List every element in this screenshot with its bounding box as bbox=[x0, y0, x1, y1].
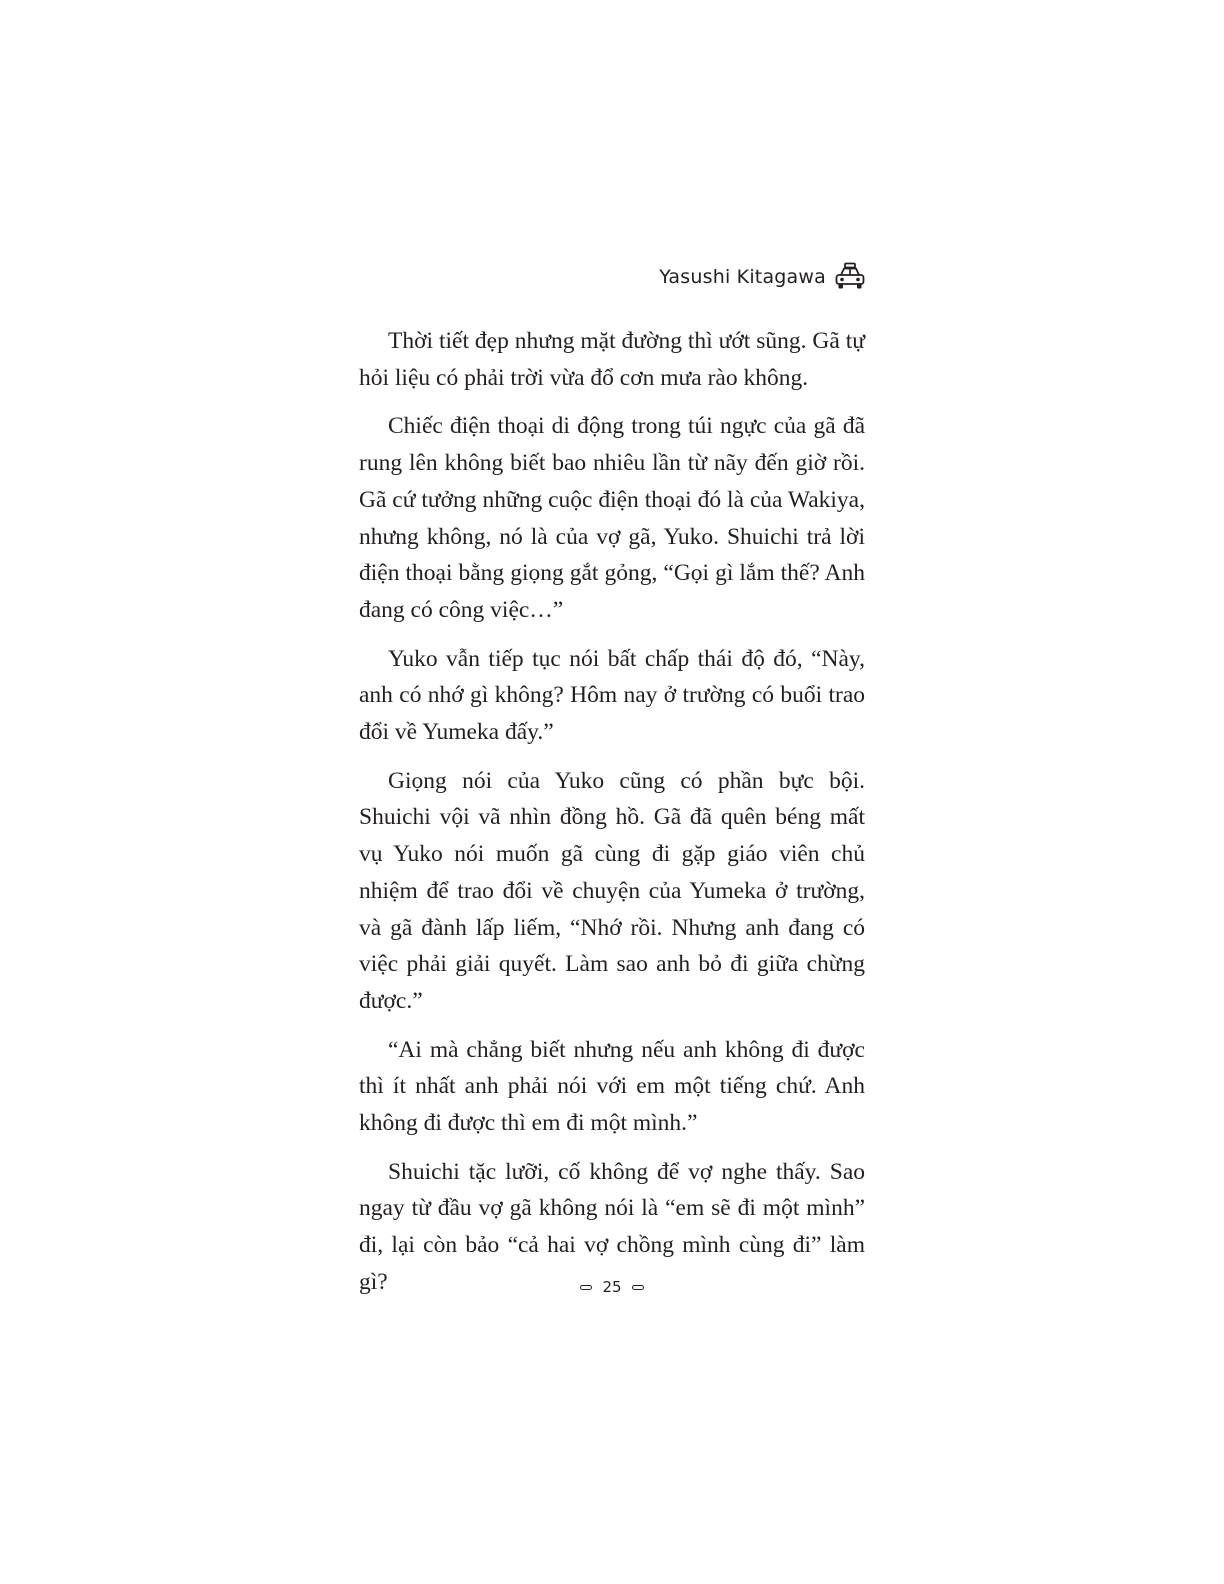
paragraph-4: Giọng nói của Yuko cũng có phần bực bội. Shuichi vội vã nhìn đồng hồ. Gã đã quên béng mất vụ Yuko nói muốn gã cùng đi gặp giáo viên chủ nhiệm để trao đổi về chuyện của Yumeka ở trường, và gã đành lấp liếm, “Nhớ rồi. Nhưng anh đang có việc phải giải quyết. Làm sao anh bỏ đi giữa chừng được.” bbox=[359, 767, 865, 1014]
paragraph-5: “Ai mà chẳng biết nhưng nếu anh không đi được thì ít nhất anh phải nói với em một tiếng chứ. Anh không đi được thì em đi một mình.” bbox=[359, 1036, 865, 1137]
page-ornament-left-icon bbox=[580, 1285, 592, 1290]
paragraph-6: Shuichi tặc lưỡi, cố không để vợ nghe thấy. Sao ngay từ đầu vợ gã không nói là “em sẽ đi một mình” đi, lại còn bảo “cả hai vợ chồng mình cùng đi” làm gì? bbox=[359, 1158, 865, 1295]
paragraph-2: Chiếc điện thoại di động trong túi ngực của gã đã rung lên không biết bao nhiêu lần từ nãy đến giờ rồi. Gã cứ tưởng những cuộc điện thoại đó là của Wakiya, nhưng không, nó là của vợ gã, Yuko. Shuichi trả lời điện thoại bằng giọng gắt gỏng, “Gọi gì lắm thế? Anh đang có công việc…” bbox=[359, 413, 865, 623]
page-number: 25 bbox=[602, 1278, 622, 1296]
body-text bbox=[359, 323, 865, 1313]
header-author: Yasushi Kitagawa bbox=[659, 266, 826, 288]
page-ornament-right-icon bbox=[632, 1285, 644, 1290]
page-footer bbox=[0, 1278, 1224, 1296]
taxi-icon bbox=[834, 262, 866, 292]
paragraph-3: Yuko vẫn tiếp tục nói bất chấp thái độ đó, “Này, anh có nhớ gì không? Hôm nay ở trường có buổi trao đổi về Yumeka đấy.” bbox=[359, 645, 865, 746]
paragraph-1: Thời tiết đẹp nhưng mặt đường thì ướt sũng. Gã tự hỏi liệu có phải trời vừa đổ cơn mưa rào không. bbox=[359, 328, 865, 391]
running-header bbox=[659, 262, 866, 292]
